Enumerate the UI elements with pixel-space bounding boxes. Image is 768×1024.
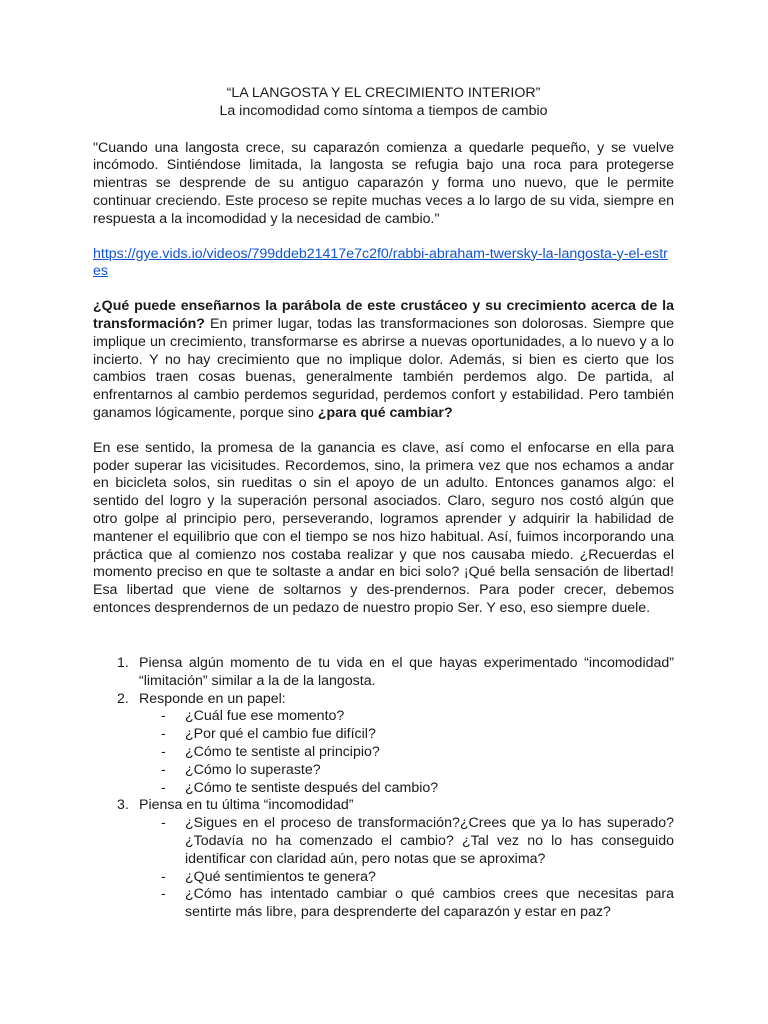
exercise-list [117,655,674,922]
list-item-text: Piensa algún momento de tu vida en el que hayas experimentado “incomodidad” “limitación” similar a la de la langosta. [139,655,674,689]
list-number: 2. [117,690,129,707]
list-item-text: Responde en un papel: [139,690,286,707]
document-subtitle: La incomodidad como síntoma a tiempos de cambio [219,102,548,119]
sub-list-item [139,815,674,868]
video-link[interactable]: https://gye.vids.io/videos/799ddeb21417e7c2f0/rabbi-abraham-twersky-la-langosta-y-el-estres [93,245,668,280]
dash-bullet: - [161,761,166,778]
body-paragraph-1 [93,298,674,423]
paragraph-1-text: En primer lugar, todas las transformaciones son dolorosas. Siempre que implique un crecimiento, transformarse es abrirse a nuevas oportunidades, a lo nuevo y a lo incierto. Y no hay crecimiento que no implique dolor. Además, si bien es cierto que los cambios traen cosas buenas, generalmente también perdemos algo. De partida, al enfrentarnos al cambio perdemos seguridad, perdemos confort y estabilidad. Pero también ganamos lógicamente, porque sino [93,315,674,421]
dash-bullet: - [161,743,166,760]
list-item-2 [117,691,674,798]
sub-item-text: ¿Por qué el cambio fue difícil? [185,726,376,743]
sub-list-item [139,708,674,726]
sub-list-item [139,869,674,887]
sub-item-text: ¿Cuál fue ese momento? [185,708,345,725]
sub-list-item [139,780,674,798]
sub-list [139,815,674,922]
sub-item-text: ¿Cómo has intentado cambiar o qué cambios crees que necesitas para sentirte más libre, para desprenderte del caparazón y estar en paz? [185,886,674,921]
dash-bullet: - [161,708,166,725]
list-item-1 [117,655,674,691]
sub-list-item [139,762,674,780]
sub-item-text: ¿Qué sentimientos te genera? [185,868,376,885]
list-item-3 [117,797,674,922]
question-bold-end: ¿para qué cambiar? [317,404,453,421]
sub-list [139,708,674,797]
document-title: “LA LANGOSTA Y EL CRECIMIENTO INTERIOR” [226,85,541,101]
dash-bullet: - [161,815,166,832]
quote-paragraph: "Cuando una langosta crece, su caparazón comienza a quedarle pequeño, y se vuelve incómodo. Sintiéndose limitada, la langosta se refugia bajo una roca para protegerse mientras se desprende de su antiguo caparazón y forma uno nuevo, que le permite continuar creciendo. Este proceso se repite muchas veces a lo largo de su vida, siempre en respuesta a la incomodidad y la necesidad de cambio." [93,139,674,227]
sub-list-item [139,744,674,762]
question-bold: ¿Qué puede enseñarnos la parábola de este crustáceo y su crecimiento acerca de la transformación? [93,298,674,332]
document-page [93,85,674,921]
dash-bullet: - [161,726,166,743]
sub-item-text: ¿Cómo te sentiste al principio? [185,743,380,760]
sub-list-item [139,886,674,922]
list-number: 3. [117,797,129,814]
sub-item-text: ¿Cómo lo superaste? [185,761,321,778]
dash-bullet: - [161,868,166,885]
sub-item-text: ¿Cómo te sentiste después del cambio? [185,779,439,796]
dash-bullet: - [161,886,166,903]
list-item-text: Piensa en tu última “incomodidad” [139,797,354,814]
sub-list-item [139,726,674,744]
sub-item-text: ¿Sigues en el proceso de transformación?¿Crees que ya lo has superado? ¿Todavía no ha comenzado el cambio? ¿Tal vez no lo has conseguido identificar con claridad aún, pero notas que se aproxima? [185,815,674,867]
dash-bullet: - [161,779,166,796]
body-paragraph-2: En ese sentido, la promesa de la ganancia es clave, así como el enfocarse en ella para poder superar las vicisitudes. Recordemos, sino, la primera vez que nos echamos a andar en bicicleta solos, sin rueditas o sin el apoyo de un adulto. Entonces ganamos algo: el sentido del logro y la superación personal asociados. Claro, seguro nos costó algún que otro golpe al principio pero, perseverando, logramos aprender y adquirir la habilidad de mantener el equilibrio que con el tiempo se nos hizo habitual. Así, fuimos incorporando una práctica que al comienzo nos costaba realizar y que nos causaba miedo. ¿Recuerdas el momento preciso en que te soltaste a andar en bici solo? ¡Qué bella sensación de libertad! Esa libertad que viene de soltarnos y des-prendernos. Para poder crecer, debemos entonces desprendernos de un pedazo de nuestro propio Ser. Y eso, eso siempre duele. [93,439,674,616]
list-number: 1. [117,655,129,671]
